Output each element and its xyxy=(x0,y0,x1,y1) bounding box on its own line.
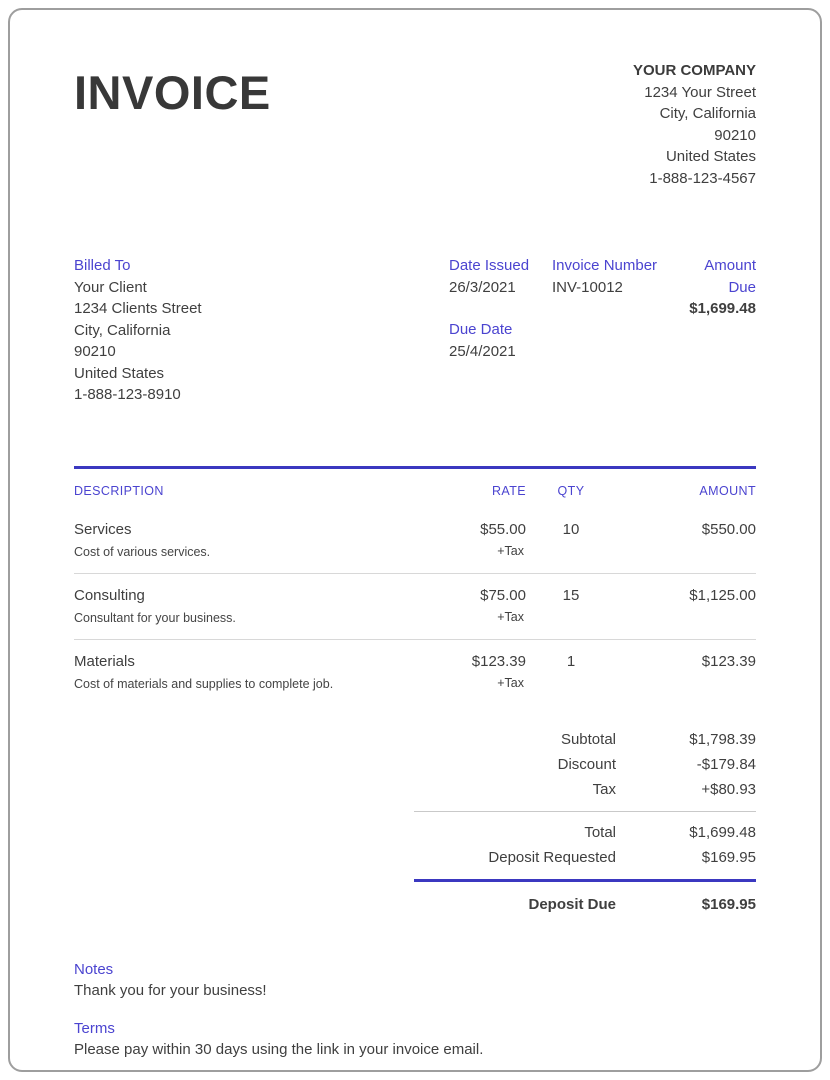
invoice-meta xyxy=(449,255,756,406)
item-qty: 10 xyxy=(562,520,580,538)
tax-label: Tax xyxy=(592,780,616,798)
total-row xyxy=(414,820,756,845)
company-name: YOUR COMPANY xyxy=(632,62,756,79)
client-address-line: United States xyxy=(74,364,165,382)
date-issued xyxy=(449,255,552,298)
invoice-number-value: INV-10012 xyxy=(552,278,623,296)
item-rate-note: +Tax xyxy=(497,609,524,624)
table-row xyxy=(74,574,756,640)
item-name: Services xyxy=(74,520,132,538)
notes-section xyxy=(74,959,756,1001)
item-amount: $123.39 xyxy=(701,652,756,670)
invoice-page xyxy=(8,8,822,1072)
parties-section xyxy=(74,255,756,406)
item-rate-cell xyxy=(414,587,526,625)
company-address-line: City, California xyxy=(659,105,756,122)
subtotal-value: $1,798.39 xyxy=(689,730,756,748)
notes-label: Notes xyxy=(74,960,114,978)
amount-due-value: $1,699.48 xyxy=(689,300,756,317)
terms-label: Terms xyxy=(74,1019,115,1037)
due-date-label: Due Date xyxy=(449,321,513,338)
item-rate-note: +Tax xyxy=(497,543,524,558)
header-rate: RATE xyxy=(491,483,526,498)
table-row xyxy=(74,640,756,705)
header-qty: QTY xyxy=(557,483,585,498)
page-title: INVOICE xyxy=(74,66,271,119)
meta-col-number xyxy=(552,255,674,406)
discount-label: Discount xyxy=(557,755,616,773)
deposit-due-divider xyxy=(414,879,756,882)
totals-section xyxy=(414,727,756,917)
client-address-line: 90210 xyxy=(74,343,116,360)
amount-due-label: Amount Due xyxy=(704,257,756,296)
item-description-cell xyxy=(74,521,414,559)
billed-to-block xyxy=(74,255,449,406)
invoice-header xyxy=(74,60,756,189)
deposit-requested-label: Deposit Requested xyxy=(488,848,616,866)
meta-col-amount-due xyxy=(674,255,756,406)
item-rate-cell xyxy=(414,653,526,691)
company-address-line: 1234 Your Street xyxy=(644,83,756,101)
subtotal-label: Subtotal xyxy=(560,730,616,748)
due-date xyxy=(449,319,552,362)
line-items-table xyxy=(74,466,756,705)
tax-row xyxy=(414,777,756,802)
deposit-due-row xyxy=(414,892,756,917)
deposit-due-value: $169.95 xyxy=(701,895,756,913)
deposit-requested-row xyxy=(414,845,756,870)
invoice-number-label: Invoice Number xyxy=(552,257,658,274)
company-address-line: 90210 xyxy=(714,126,756,144)
company-info xyxy=(633,60,756,189)
deposit-requested-value: $169.95 xyxy=(701,848,756,866)
date-issued-label: Date Issued xyxy=(449,257,530,274)
item-name: Materials xyxy=(74,652,135,670)
header-description: DESCRIPTION xyxy=(74,483,164,498)
meta-col-dates xyxy=(449,255,552,406)
notes-text: Thank you for your business! xyxy=(74,981,267,999)
item-description-cell xyxy=(74,653,414,691)
item-description-cell xyxy=(74,587,414,625)
item-rate: $123.39 xyxy=(471,652,526,670)
item-amount: $1,125.00 xyxy=(689,586,756,604)
total-label: Total xyxy=(584,823,616,841)
item-amount: $550.00 xyxy=(701,520,756,538)
deposit-due-label: Deposit Due xyxy=(528,895,616,913)
item-detail: Cost of materials and supplies to complete job. xyxy=(74,676,334,691)
amount-due xyxy=(674,255,756,320)
invoice-number xyxy=(552,255,674,298)
header-amount: AMOUNT xyxy=(699,483,756,498)
totals-divider xyxy=(414,811,756,812)
item-rate-cell xyxy=(414,521,526,559)
table-row xyxy=(74,508,756,574)
due-date-value: 25/4/2021 xyxy=(449,342,516,360)
item-detail: Consultant for your business. xyxy=(74,610,236,625)
item-qty: 1 xyxy=(566,652,576,670)
terms-text: Please pay within 30 days using the link in your invoice email. xyxy=(74,1040,484,1058)
subtotal-row xyxy=(414,727,756,752)
terms-section xyxy=(74,1018,756,1060)
item-name: Consulting xyxy=(74,586,145,604)
total-value: $1,699.48 xyxy=(689,823,756,841)
client-address-line: City, California xyxy=(74,321,171,339)
table-header-row xyxy=(74,469,756,508)
client-address-line: 1234 Clients Street xyxy=(74,300,202,317)
item-detail: Cost of various services. xyxy=(74,544,211,559)
item-rate: $75.00 xyxy=(480,586,526,604)
client-name: Your Client xyxy=(74,278,147,296)
date-issued-value: 26/3/2021 xyxy=(449,278,516,296)
tax-value: +$80.93 xyxy=(701,780,756,798)
item-rate: $55.00 xyxy=(480,520,526,538)
billed-to-label: Billed To xyxy=(74,257,131,274)
company-phone: 1-888-123-4567 xyxy=(649,169,756,187)
item-qty: 15 xyxy=(562,586,580,604)
discount-row xyxy=(414,752,756,777)
discount-value: -$179.84 xyxy=(696,755,756,773)
company-address-line: United States xyxy=(665,148,756,165)
client-phone: 1-888-123-8910 xyxy=(74,386,181,403)
item-rate-note: +Tax xyxy=(497,675,524,690)
